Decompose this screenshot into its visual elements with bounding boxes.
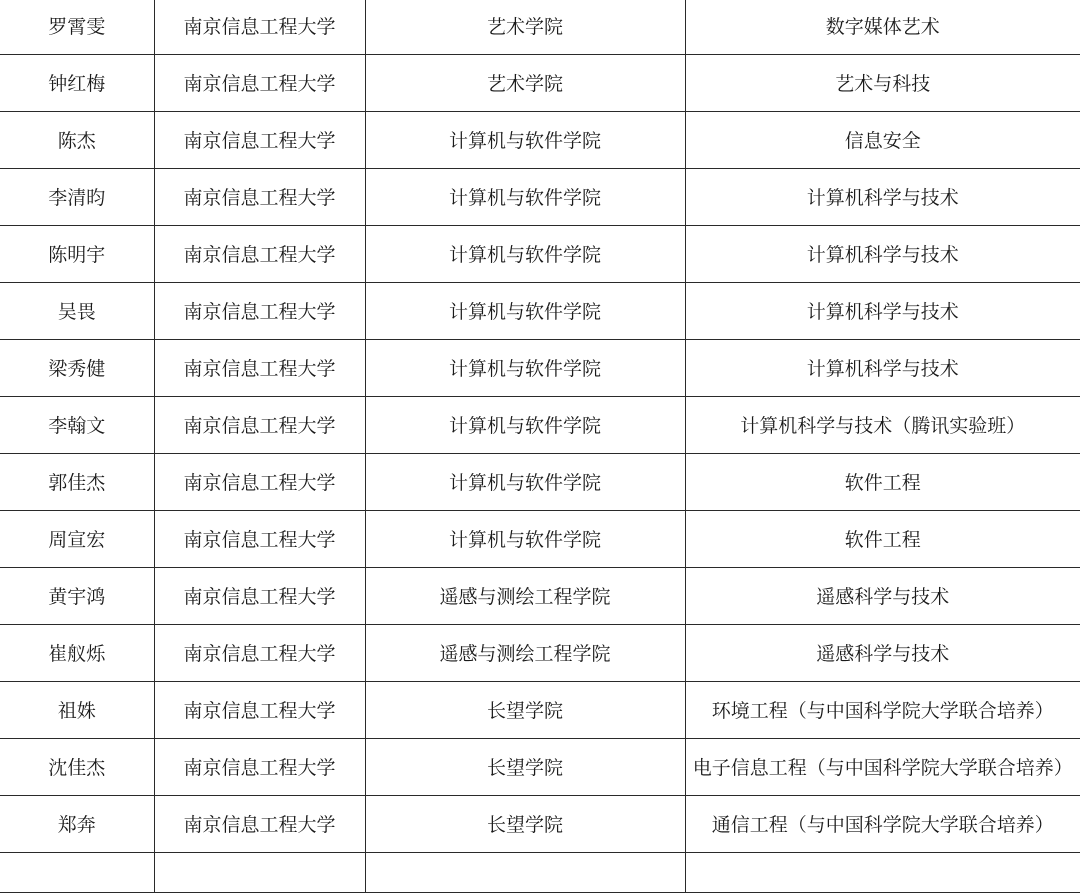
major-cell: 软件工程: [685, 453, 1080, 510]
table-row: [0, 624, 1080, 681]
university-cell: 南京信息工程大学: [154, 54, 365, 111]
university-cell: 南京信息工程大学: [154, 624, 365, 681]
table-row: [0, 225, 1080, 282]
university-cell: 南京信息工程大学: [154, 567, 365, 624]
empty-cell: [365, 852, 685, 892]
university-cell: 南京信息工程大学: [154, 339, 365, 396]
university-cell: 南京信息工程大学: [154, 510, 365, 567]
table-row: [0, 396, 1080, 453]
university-cell: 南京信息工程大学: [154, 282, 365, 339]
table-row: [0, 168, 1080, 225]
table-row: [0, 54, 1080, 111]
major-cell: 计算机科学与技术: [685, 225, 1080, 282]
major-cell: 计算机科学与技术（腾讯实验班）: [685, 396, 1080, 453]
major-cell: 遥感科学与技术: [685, 624, 1080, 681]
table-row: [0, 567, 1080, 624]
empty-cell: [154, 852, 365, 892]
university-cell: 南京信息工程大学: [154, 111, 365, 168]
table-row: [0, 510, 1080, 567]
student-name-cell: 郑奔: [0, 795, 154, 852]
major-cell: 计算机科学与技术: [685, 282, 1080, 339]
student-name-cell: 陈明宇: [0, 225, 154, 282]
table-row: [0, 681, 1080, 738]
college-cell: 计算机与软件学院: [365, 282, 685, 339]
student-name-cell: 梁秀健: [0, 339, 154, 396]
major-cell: 软件工程: [685, 510, 1080, 567]
major-cell: 计算机科学与技术: [685, 339, 1080, 396]
college-cell: 长望学院: [365, 795, 685, 852]
empty-cell: [685, 852, 1080, 892]
student-name-cell: 周宣宏: [0, 510, 154, 567]
student-name-cell: 李清昀: [0, 168, 154, 225]
college-cell: 遥感与测绘工程学院: [365, 567, 685, 624]
student-name-cell: 沈佳杰: [0, 738, 154, 795]
college-cell: 计算机与软件学院: [365, 168, 685, 225]
student-name-cell: 钟红梅: [0, 54, 154, 111]
student-name-cell: 陈杰: [0, 111, 154, 168]
college-cell: 计算机与软件学院: [365, 111, 685, 168]
student-name-cell: 吴畏: [0, 282, 154, 339]
university-cell: 南京信息工程大学: [154, 0, 365, 54]
student-name-cell: 李翰文: [0, 396, 154, 453]
college-cell: 计算机与软件学院: [365, 225, 685, 282]
university-cell: 南京信息工程大学: [154, 738, 365, 795]
major-cell: 数字媒体艺术: [685, 0, 1080, 54]
table-row: [0, 453, 1080, 510]
university-cell: 南京信息工程大学: [154, 453, 365, 510]
college-cell: 遥感与测绘工程学院: [365, 624, 685, 681]
table-row: [0, 111, 1080, 168]
empty-cell: [0, 852, 154, 892]
major-cell: 遥感科学与技术: [685, 567, 1080, 624]
table-row: [0, 339, 1080, 396]
major-cell: 电子信息工程（与中国科学院大学联合培养）: [685, 738, 1080, 795]
major-cell: 信息安全: [685, 111, 1080, 168]
college-cell: 计算机与软件学院: [365, 510, 685, 567]
college-cell: 艺术学院: [365, 0, 685, 54]
table-row: [0, 795, 1080, 852]
college-cell: 计算机与软件学院: [365, 339, 685, 396]
university-cell: 南京信息工程大学: [154, 681, 365, 738]
university-cell: 南京信息工程大学: [154, 795, 365, 852]
college-cell: 艺术学院: [365, 54, 685, 111]
table-row: [0, 738, 1080, 795]
table-row: [0, 282, 1080, 339]
university-cell: 南京信息工程大学: [154, 396, 365, 453]
student-name-cell: 祖姝: [0, 681, 154, 738]
major-cell: 计算机科学与技术: [685, 168, 1080, 225]
table-row: [0, 852, 1080, 892]
major-cell: 艺术与科技: [685, 54, 1080, 111]
student-name-cell: 黄宇鸿: [0, 567, 154, 624]
major-cell: 环境工程（与中国科学院大学联合培养）: [685, 681, 1080, 738]
student-name-cell: 罗霄雯: [0, 0, 154, 54]
college-cell: 长望学院: [365, 738, 685, 795]
college-cell: 计算机与软件学院: [365, 396, 685, 453]
table-row: [0, 0, 1080, 54]
college-cell: 计算机与软件学院: [365, 453, 685, 510]
major-cell: 通信工程（与中国科学院大学联合培养）: [685, 795, 1080, 852]
student-name-cell: 崔舣烁: [0, 624, 154, 681]
college-cell: 长望学院: [365, 681, 685, 738]
student-name-cell: 郭佳杰: [0, 453, 154, 510]
university-cell: 南京信息工程大学: [154, 225, 365, 282]
university-cell: 南京信息工程大学: [154, 168, 365, 225]
